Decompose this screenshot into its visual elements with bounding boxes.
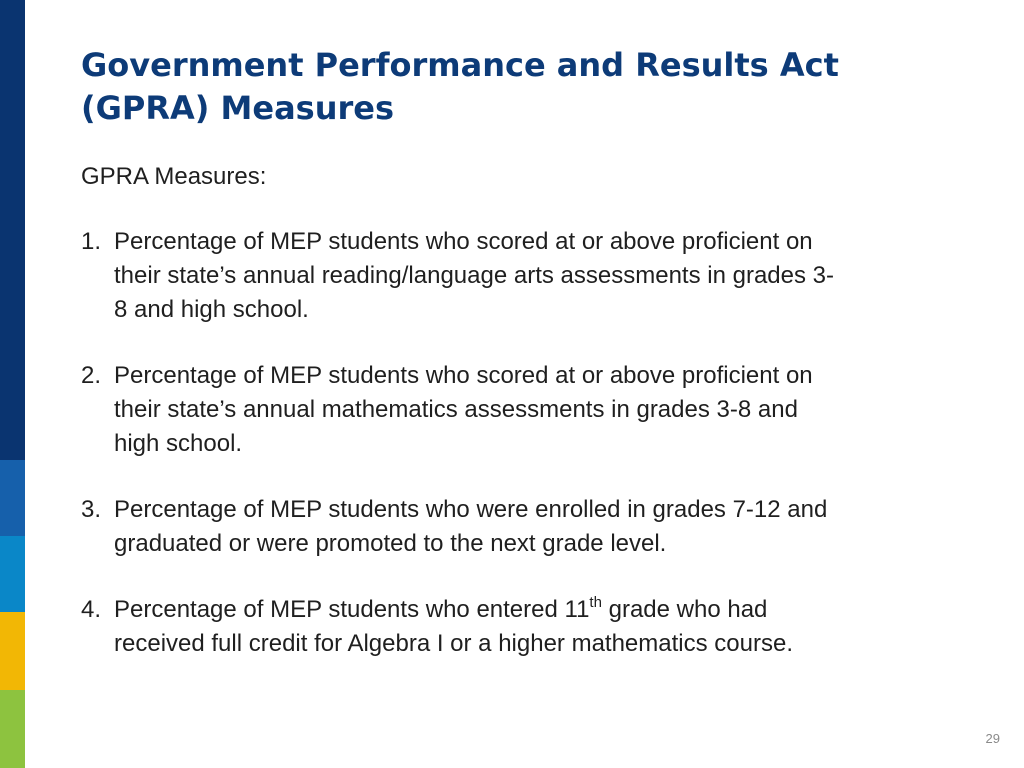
measure-text [114,225,961,327]
slide-title-line-2: (GPRA) Measures [81,89,395,127]
color-sidebar [0,0,25,768]
measure-line: 8 and high school. [114,296,309,323]
measure-line: Percentage of MEP students who scored at or above proficient on [114,228,813,255]
measure-number: 2. [81,362,102,389]
sidebar-band-light-blue [0,536,25,612]
intro-text: GPRA Measures: [81,163,267,190]
measures-list [81,225,961,661]
measure-line: their state’s annual mathematics assessments in grades 3-8 and [114,396,798,423]
measure-line-part: Percentage of MEP students who entered 11 [114,596,590,623]
measure-line: Percentage of MEP students who were enrolled in grades 7-12 and [114,496,828,523]
measure-text [114,593,961,661]
measure-item-2 [81,359,961,461]
measure-number: 1. [81,228,102,255]
measure-line [114,593,961,627]
measure-number: 3. [81,496,102,523]
slide-title [81,44,981,130]
measure-line: graduated or were promoted to the next grade level. [114,530,667,557]
measure-line-part: grade who had [601,596,768,623]
measure-item-1 [81,225,961,327]
page-number: 29 [985,731,1000,746]
slide-title-line-1: Government Performance and Results Act [81,46,839,84]
measure-line: high school. [114,430,243,457]
sidebar-band-green [0,690,25,768]
measure-text [114,493,961,561]
sidebar-band-yellow [0,612,25,690]
measure-line: received full credit for Algebra I or a higher mathematics course. [114,630,793,657]
ordinal-superscript: th [589,594,602,611]
measure-number: 4. [81,596,102,623]
measure-line: their state’s annual reading/language arts assessments in grades 3- [114,262,834,289]
sidebar-band-blue [0,460,25,536]
measure-text [114,359,961,461]
measure-item-3 [81,493,961,561]
measure-line: Percentage of MEP students who scored at or above proficient on [114,362,813,389]
measure-item-4 [81,593,961,661]
sidebar-band-navy [0,0,25,460]
